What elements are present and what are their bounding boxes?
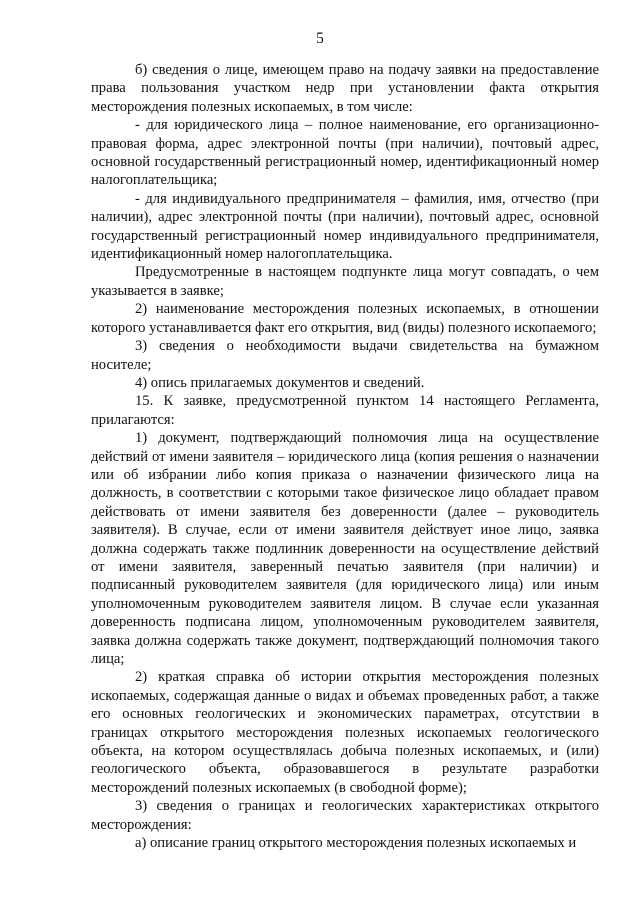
paragraph: 4) опись прилагаемых документов и сведений.: [135, 374, 425, 391]
paragraph: б) сведения о лице, имеющем право на подачу заявки на предоставление права пользования участком недр при установлении факта открытия месторождения полезных ископаемых, в том числе:: [91, 62, 599, 115]
paragraph: 2) краткая справка об истории открытия месторождения полезных ископаемых, содержащая данные о видах и объемах проведенных работ, а также его основных геологических и экономических параметрах, отсутствии в границах открытого месторождения полезных ископаемых геологического объекта, на котором осуществлялась добыча полезных ископаемых, и (или) геологического объекта, образовавшегося в результате разработки месторождений полезных ископаемых (в свободной форме);: [91, 669, 599, 796]
document-body: [91, 61, 599, 852]
paragraph: а) описание границ открытого месторождения полезных ископаемых и: [135, 835, 577, 852]
paragraph: 1) документ, подтверждающий полномочия лица на осуществление действий от имени заявителя – юридического лица (копия решения о назначении или об избрании либо копия приказа о назначении физического лица на должность, в соответствии с которыми такое физическое лицо обладает правом действовать от имени заявителя без доверенности (далее – руководитель заявителя). В случае, если от имени заявителя действует иное лицо, заявка должна содержать также подлинник доверенности на осуществление действий от имени заявителя, заверенный печатью заявителя (при наличии) и подписанный руководителем заявителя (для юридического лица) или иным уполномоченным руководителем заявителя лицом. В случае если указанная доверенность подписана лицом, уполномоченным руководителем заявителя, заявка должна содержать также документ, подтверждающий полномочия такого лица;: [91, 430, 599, 667]
page-number: 5: [316, 30, 324, 47]
paragraph: 3) сведения о границах и геологических характеристиках открытого месторождения:: [91, 798, 599, 833]
paragraph: 3) сведения о необходимости выдачи свидетельства на бумажном носителе;: [91, 338, 599, 373]
paragraph: Предусмотренные в настоящем подпункте лица могут совпадать, о чем указывается в заявке;: [91, 264, 599, 299]
paragraph: - для юридического лица – полное наименование, его организационно-правовая форма, адрес электронной почты (при наличии), почтовый адрес, основной государственный регистрационный номер, идентификационный номер налогоплательщика;: [91, 117, 599, 189]
paragraph: 15. К заявке, предусмотренной пунктом 14 настоящего Регламента, прилагаются:: [91, 393, 599, 428]
paragraph: 2) наименование месторождения полезных ископаемых, в отношении которого устанавливается факт его открытия, вид (виды) полезного ископаемого;: [91, 301, 599, 336]
paragraph: - для индивидуального предпринимателя – фамилия, имя, отчество (при наличии), адрес электронной почты (при наличии), почтовый адрес, основной государственный регистрационный номер индивидуального предпринимателя, идентификационный номер налогоплательщика.: [91, 190, 599, 263]
